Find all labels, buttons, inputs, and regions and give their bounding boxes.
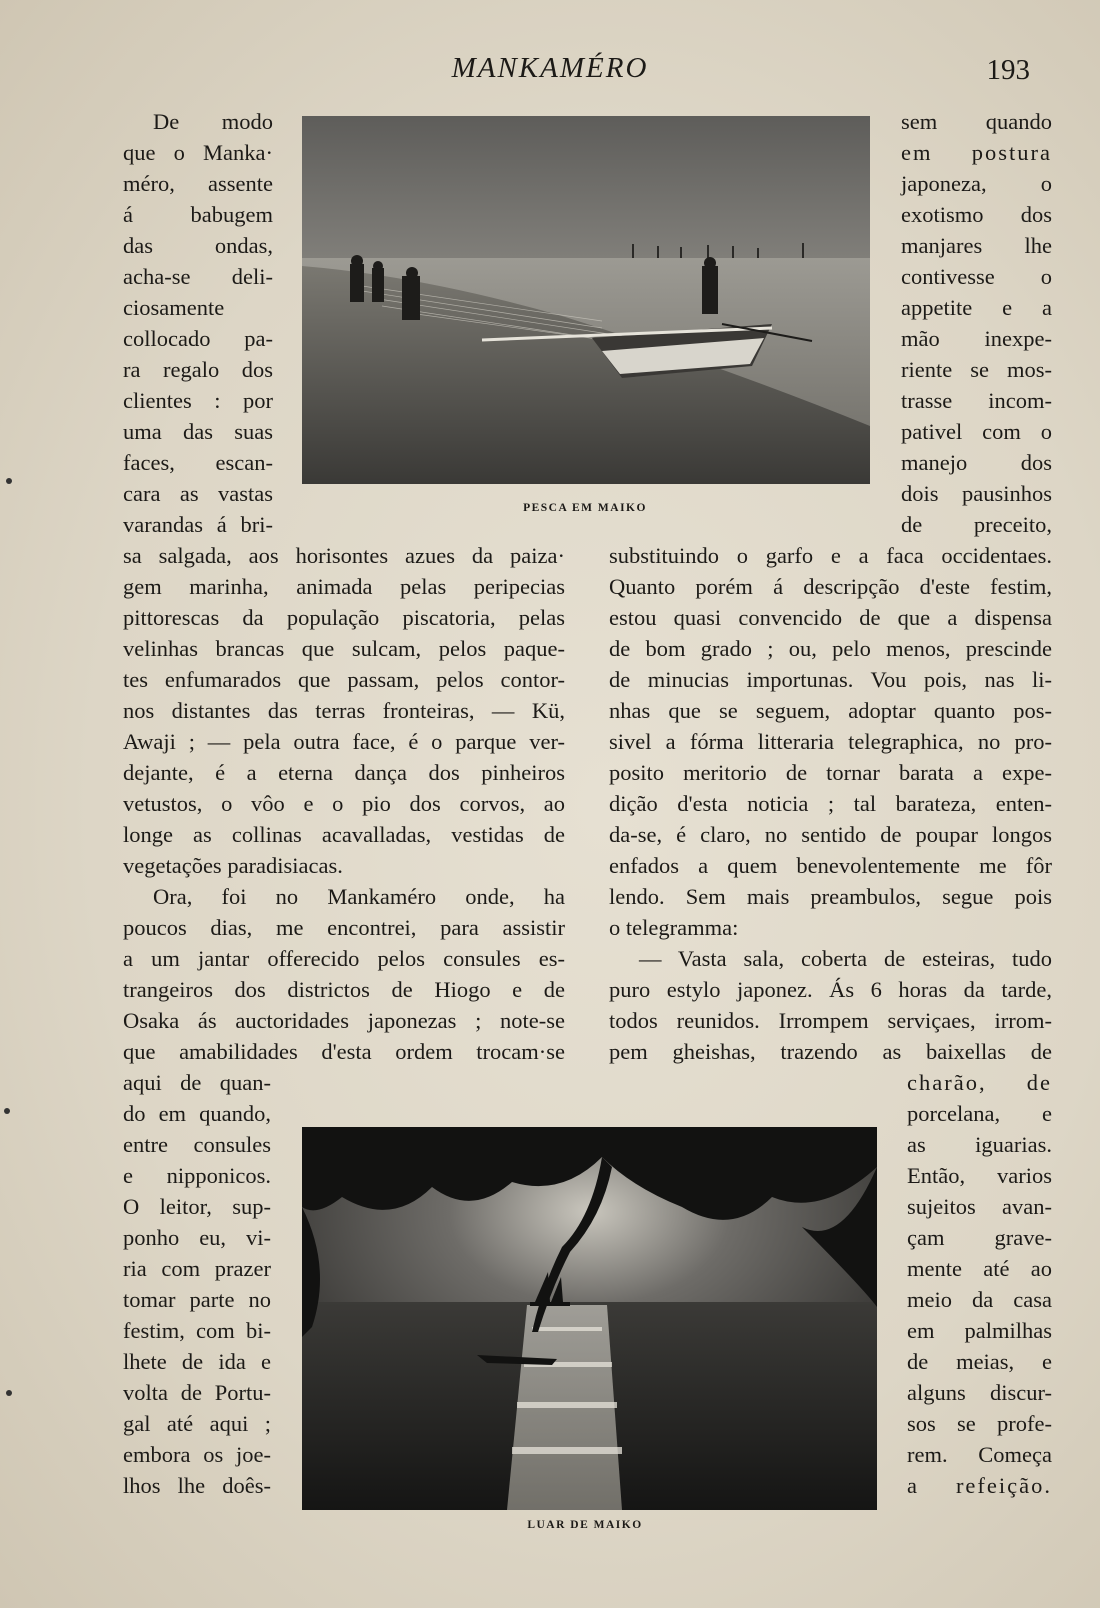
text-line: japoneza, o: [901, 171, 1052, 196]
text-line: dejante, é a eterna dança dos pinheiros: [123, 760, 565, 785]
text-line: sa salgada, aos horisontes azues da paiza·: [123, 543, 565, 568]
text-line: da-se, é claro, no sentido de poupar longos: [609, 822, 1052, 847]
text-line: das ondas,: [123, 233, 273, 258]
text-line: estou quasi convencido de que a dispensa: [609, 605, 1052, 630]
margin-mark: [6, 1390, 12, 1396]
text-line: pativel com o: [901, 419, 1052, 444]
text-line: meio da casa: [907, 1287, 1052, 1312]
text-line: em postura: [901, 140, 1052, 165]
text-line: ciosamente: [123, 295, 225, 320]
text-line: ponho eu, vi-: [123, 1225, 271, 1250]
text-line: gem marinha, animada pelas peripecias: [123, 574, 565, 599]
text-line: Osaka ás auctoridades japonezas ; note-se: [123, 1008, 565, 1033]
text-line: Ora, foi no Mankaméro onde, ha: [153, 884, 565, 909]
text-line: Awaji ; — pela outra face, é o parque ver-: [123, 729, 565, 754]
text-line: collocado pa-: [123, 326, 273, 351]
text-line: gal até aqui ;: [123, 1411, 271, 1436]
text-line: sos se profe-: [907, 1411, 1052, 1436]
text-line: pem gheishas, trazendo as baixellas de: [609, 1039, 1052, 1064]
text-line: ria com prazer: [123, 1256, 271, 1281]
text-line: as iguarias.: [907, 1132, 1052, 1157]
text-line: de meias, e: [907, 1349, 1052, 1374]
moonlight-photo: [302, 1127, 877, 1510]
text-line: puro estylo japonez. Ás 6 horas da tarde,: [609, 977, 1052, 1002]
text-line: — Vasta sala, coberta de esteiras, tudo: [639, 946, 1052, 971]
text-line: aqui de quan-: [123, 1070, 271, 1095]
text-line: substituindo o garfo e a faca occidentaes.: [609, 543, 1052, 568]
text-line: lendo. Sem mais preambulos, segue pois: [609, 884, 1052, 909]
text-line: longe as collinas acavalladas, vestidas de: [123, 822, 565, 847]
figure-caption-moonlight: LUAR DE MAIKO: [527, 1519, 643, 1531]
text-line: em palmilhas: [907, 1318, 1052, 1343]
text-line: alguns discur-: [907, 1380, 1052, 1405]
text-line: cara as vastas: [123, 481, 273, 506]
text-line: manjares lhe: [901, 233, 1052, 258]
text-line: exotismo dos: [901, 202, 1052, 227]
text-line: festim, com bi-: [123, 1318, 271, 1343]
text-line: sem quando: [901, 109, 1052, 134]
text-line: Então, varios: [907, 1163, 1052, 1188]
text-line: dição d'esta noticia ; tal barateza, enten-: [609, 791, 1052, 816]
text-line: faces, escan-: [123, 450, 273, 475]
text-line: contivesse o: [901, 264, 1052, 289]
text-line: do em quando,: [123, 1101, 271, 1126]
text-line: clientes : por: [123, 388, 273, 413]
text-line: O leitor, sup-: [123, 1194, 271, 1219]
text-line: velinhas brancas que sulcam, pelos paque-: [123, 636, 565, 661]
text-line: acha-se deli-: [123, 264, 273, 289]
text-line: tomar parte no: [123, 1287, 271, 1312]
page-number: 193: [986, 54, 1030, 86]
text-line: sivel a fórma litteraria telegraphica, no pro-: [609, 729, 1052, 754]
text-line: uma das suas: [123, 419, 273, 444]
text-line: a refeição.: [907, 1473, 1052, 1498]
text-line: de preceito,: [901, 512, 1052, 537]
moonlight-photo-image: [302, 1127, 877, 1510]
text-line: poucos dias, me encontrei, para assistir: [123, 915, 565, 940]
text-line: mão inexpe-: [901, 326, 1052, 351]
text-line: porcelana, e: [907, 1101, 1052, 1126]
text-line: pittorescas da população piscatoria, pelas: [123, 605, 565, 630]
text-line: lhete de ida e: [123, 1349, 271, 1374]
text-line: nos distantes das terras fronteiras, — Kü,: [123, 698, 565, 723]
text-line: dois pausinhos: [901, 481, 1052, 506]
text-line: ra regalo dos: [123, 357, 273, 382]
text-line: çam grave-: [907, 1225, 1052, 1250]
text-line: rem. Começa: [907, 1442, 1052, 1467]
text-line: trasse incom-: [901, 388, 1052, 413]
text-line: o telegramma:: [609, 915, 739, 940]
text-line: volta de Portu-: [123, 1380, 271, 1405]
margin-mark: [4, 1108, 10, 1114]
text-line: mente até ao: [907, 1256, 1052, 1281]
text-line: méro, assente: [123, 171, 273, 196]
text-line: manejo dos: [901, 450, 1052, 475]
text-line: nhas que se seguem, adoptar quanto pos-: [609, 698, 1052, 723]
text-line: sujeitos avan-: [907, 1194, 1052, 1219]
text-line: todos reunidos. Irrompem serviçaes, irrom-: [609, 1008, 1052, 1033]
fishing-photo: [302, 116, 870, 484]
text-line: de bom grado ; ou, pelo menos, prescinde: [609, 636, 1052, 661]
text-line: de minucias importunas. Vou pois, nas li-: [609, 667, 1052, 692]
text-line: a um jantar offerecido pelos consules es-: [123, 946, 565, 971]
text-line: embora os joe-: [123, 1442, 271, 1467]
text-line: á babugem: [123, 202, 273, 227]
fishing-photo-image: [302, 116, 870, 484]
text-line: tes enfumarados que passam, pelos contor-: [123, 667, 565, 692]
text-line: vegetações paradisiacas.: [123, 853, 343, 878]
text-line: que amabilidades d'esta ordem trocam·se: [123, 1039, 565, 1064]
text-line: lhos lhe doês-: [123, 1473, 271, 1498]
text-line: posito meritorio de tornar barata a expe-: [609, 760, 1052, 785]
text-line: Quanto porém á descripção d'este festim,: [609, 574, 1052, 599]
text-line: trangeiros dos districtos de Hiogo e de: [123, 977, 565, 1002]
running-title: MANKAMÉRO: [451, 52, 649, 84]
margin-mark: [6, 478, 12, 484]
text-line: varandas á bri-: [123, 512, 273, 537]
text-line: que o Manka·: [123, 140, 273, 165]
text-line: appetite e a: [901, 295, 1052, 320]
text-line: entre consules: [123, 1132, 271, 1157]
text-line: vetustos, o vôo e o pio dos corvos, ao: [123, 791, 565, 816]
text-line: enfados a quem benevolentemente me fôr: [609, 853, 1052, 878]
text-line: e nipponicos.: [123, 1163, 271, 1188]
text-line: riente se mos-: [901, 357, 1052, 382]
text-line: De modo: [153, 109, 273, 134]
figure-caption-fishing: PESCA EM MAIKO: [523, 502, 647, 514]
text-line: charão, de: [907, 1070, 1052, 1095]
